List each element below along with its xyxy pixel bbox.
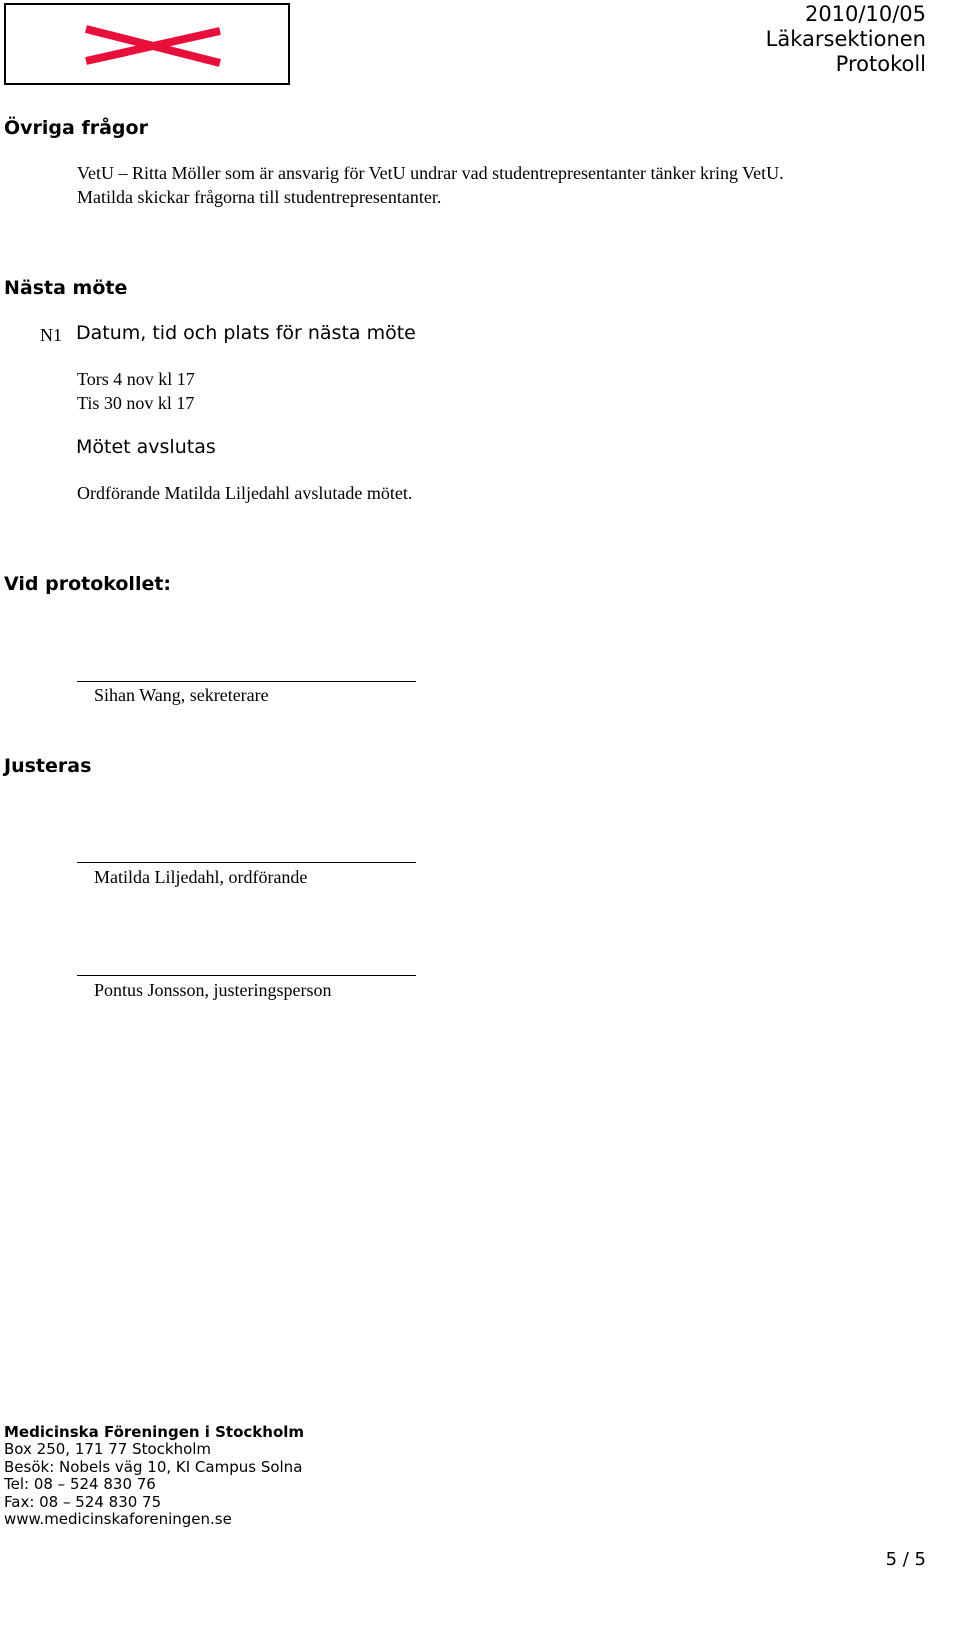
footer-web: www.medicinskaforeningen.se [4, 1510, 232, 1529]
footer-block [4, 1424, 304, 1528]
crossed-logo-icon [6, 5, 292, 87]
signer-adjuster: Pontus Jonsson, justeringsperson [94, 980, 332, 1000]
footer-org: Medicinska Föreningen i Stockholm [4, 1423, 305, 1441]
heading-nasta-mote: Nästa möte [4, 277, 128, 299]
signature-line-chair [77, 862, 416, 863]
signature-line-adjuster [77, 975, 416, 976]
footer-visit: Besök: Nobels väg 10, KI Campus Solna [4, 1457, 303, 1476]
logo-box [4, 3, 290, 85]
page-number: 5 / 5 [885, 1549, 926, 1570]
closing-text: Ordförande Matilda Liljedahl avslutade mötet. [77, 483, 413, 503]
meeting-date-1: Tors 4 nov kl 17 [77, 369, 195, 389]
signer-chair: Matilda Liljedahl, ordförande [94, 867, 308, 887]
heading-justeras: Justeras [4, 755, 92, 777]
heading-vid-protokollet: Vid protokollet: [4, 573, 172, 595]
item-code: N1 [40, 325, 62, 345]
signature-line-secretary [77, 681, 416, 682]
footer-fax: Fax: 08 – 524 830 75 [4, 1492, 162, 1511]
signer-secretary: Sihan Wang, sekreterare [94, 685, 269, 705]
ovriga-line-1: VetU – Ritta Möller som är ansvarig för VetU undrar vad studentrepresentanter tänker kring VetU. [77, 163, 784, 183]
meeting-date-2: Tis 30 nov kl 17 [77, 393, 195, 413]
footer-address: Box 250, 171 77 Stockholm [4, 1440, 212, 1459]
ovriga-line-2: Matilda skickar frågorna till studentrepresentanter. [77, 187, 442, 207]
header-section: Läkarsektionen [765, 27, 926, 51]
closing-title: Mötet avslutas [76, 436, 216, 458]
footer-tel: Tel: 08 – 524 830 76 [4, 1475, 156, 1494]
header-doc-type: Protokoll [835, 52, 926, 76]
header-date: 2010/10/05 [804, 2, 926, 26]
heading-ovriga-fragor: Övriga frågor [4, 117, 148, 139]
item-title: Datum, tid och plats för nästa möte [76, 322, 416, 344]
